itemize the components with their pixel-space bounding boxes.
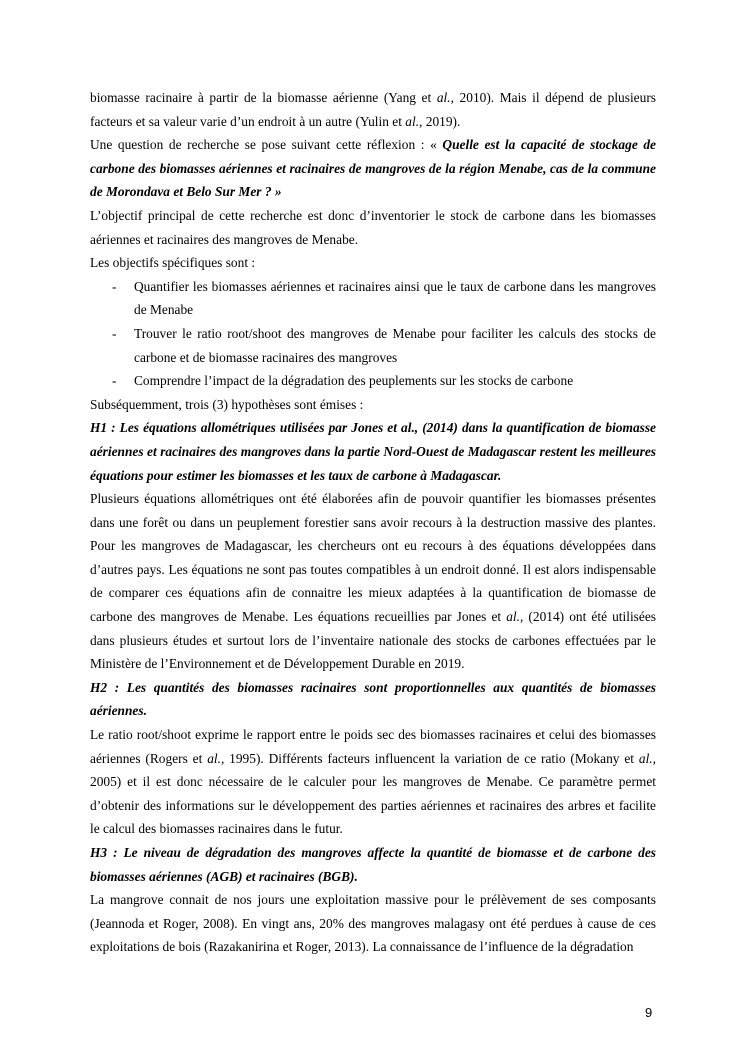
main-objective: L’objectif principal de cette recherche est donc d’inventorier le stock de carbone dans les biomasses aériennes et racinaires des mangroves de Menabe.: [90, 207, 656, 247]
text: Une question de recherche se pose suivant cette réflexion : «: [90, 137, 443, 153]
text: al.,: [436, 90, 454, 105]
text: al.,: [405, 113, 423, 129]
hypothesis-h3: H3 : Le niveau de dégradation des mangroves affecte la quantité de biomasse et de carbone des biomasses aériennes (AGB) et racinaires (BGB).: [90, 845, 656, 884]
hypotheses-intro: Subséquemment, trois (3) hypothèses sont émises :: [90, 396, 364, 412]
bullet: -: [112, 325, 117, 341]
list-item: - Comprendre l’impact de la dégradation des peuplements sur les stocks de carbone: [90, 369, 656, 393]
bullet: -: [112, 278, 117, 294]
list-item: - Quantifier les biomasses aériennes et racinaires ainsi que le taux de carbone dans les mangroves de Menabe: [90, 275, 656, 322]
page-number: 9: [645, 1005, 653, 1020]
hypothesis-h1: H1 : Les équations allométriques utilisées par Jones et al., (2014) dans la quantification de biomasse aériennes et racinaires des mangroves dans la partie Nord-Ouest de Madagascar restent les meilleures équations pour estimer les biomasses et les taux de carbone à Madagascar.: [90, 420, 656, 483]
text: biomasse racinaire à partir de la biomasse aérienne (Yang et: [90, 90, 437, 105]
paragraph-intro: [90, 86, 656, 133]
hypothesis-h2: H2 : Les quantités des biomasses racinaires sont proportionnelles aux quantités de biomasses aériennes.: [90, 679, 656, 719]
document-body: [90, 86, 656, 959]
paragraph-h3: La mangrove connait de nos jours une exploitation massive pour le prélèvement de ses composants (Jeannoda et Roger, 2008). En vingt ans, 20% des mangroves malagasy ont été perdues à cause de ces exploitations de bois (Razakanirina et Roger, 2013). La connaissance de l’influence de la dégradation: [90, 892, 656, 955]
list-item: - Trouver le ratio root/shoot des mangroves de Menabe pour faciliter les calculs des stocks de carbone et de biomasse racinaires des mangroves: [90, 322, 656, 369]
text: 2010). Mais il dépend de plusieurs facteurs et sa valeur varie d’un endroit à un autre (Yulin et: [90, 90, 656, 129]
paragraph-h1: Plusieurs équations allométriques ont été élaborées afin de pouvoir quantifier les biomasses présentes dans une forêt ou dans un peuplement forestier sans avoir recours à la destruction massive des plantes. Pour les mangroves de Madagascar, les chercheurs ont eu recours à des équations développées dans d’autres pays. Les équations ne sont pas toutes compatibles à un endroit donné. Il est alors indispensable de comparer ces équations afin de connaitre les mieux adaptées à la quantification de biomasse de carbone des mangroves de Menabe. Les équations recueillies par Jones et al., (2014) ont été utilisées dans plusieurs études et surtout lors de l’inventaire nationale des stocks de carbones effectuées par le Ministère de l’Environnement et de Développement Durable en 2019.: [90, 491, 656, 672]
bullet: -: [112, 373, 117, 389]
paragraph-h2: Le ratio root/shoot exprime le rapport entre le poids sec des biomasses racinaires et celui des biomasses aériennes (Rogers et al., 1995). Différents facteurs influencent la variation de ce ratio (Mokany et al., 2005) et il est donc nécessaire de le calculer pour les mangroves de Menabe. Ce paramètre permet d’obtenir des informations sur le développement des parties aériennes et racinaires des arbres et facilite le calcul des biomasses racinaires dans le futur.: [90, 727, 656, 837]
text: 2019).: [422, 113, 461, 129]
research-question: [90, 133, 656, 204]
specific-objectives-label: Les objectifs spécifiques sont :: [90, 255, 256, 271]
objectives-list: [90, 275, 656, 393]
question-text: Quelle est la capacité de stockage de carbone des biomasses aériennes et racinaires de mangroves de la région Menabe, cas de la commune de Morondava et Belo Sur Mer ? »: [90, 137, 657, 200]
